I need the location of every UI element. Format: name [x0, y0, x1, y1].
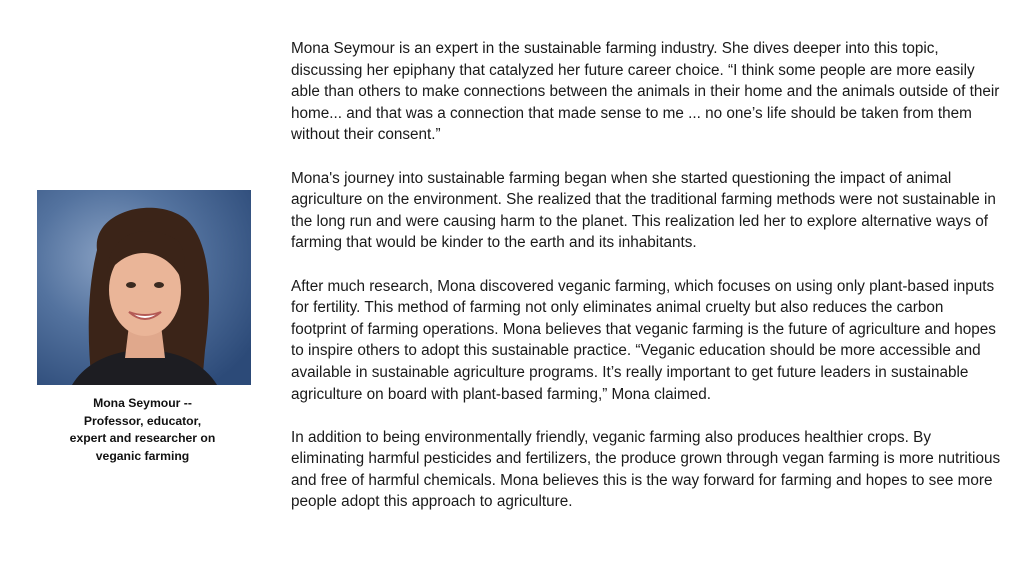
article-paragraph: Mona's journey into sustainable farming began when she started questioning the impact of animal agriculture on the environment. She realized that the traditional farming methods were not sustainable in the long run and were causing harm to the planet. This realization led her to explore alternative ways of farming that would be kinder to the earth and its inhabitants.	[291, 169, 996, 252]
portrait-illustration	[37, 190, 251, 385]
article-paragraph: After much research, Mona discovered veganic farming, which focuses on using only plant-based inputs for fertility. This method of farming not only eliminates animal cruelty but also reduces the carbon footprint of farming operations. Mona believes that veganic farming is the future of agriculture and hopes to inspire others to adopt this sustainable practice. “Veganic education should be more accessible and available in sustainable agriculture programs. It’s really important to get future leaders in sustainable agriculture on board with plant-based farming,” Mona claimed.	[291, 277, 996, 403]
portrait-photo	[37, 190, 251, 385]
article-paragraph: Mona Seymour is an expert in the sustainable farming industry. She dives deeper into this topic, discussing her epiphany that catalyzed her future career choice. “I think some people are more easily able than others to make connections between the animals in their home and the animals outside of their home... and that was a connection that made sense to me ... no one’s life should be taken from them without their consent.”	[291, 40, 1000, 144]
caption-line: expert and researcher on	[69, 431, 216, 445]
article-paragraph: In addition to being environmentally friendly, veganic farming also produces healthier crops. By eliminating harmful pesticides and fertilizers, the produce grown through vegan farming is more nutritious and free of harmful chemicals. Mona believes this is the way forward for farming and hopes to see more people adopt this approach to agriculture.	[291, 428, 1001, 511]
caption-line: Mona Seymour --	[93, 396, 192, 410]
right-eye	[154, 282, 164, 288]
caption-line: veganic farming	[95, 448, 190, 463]
caption-line: Professor, educator,	[83, 413, 202, 428]
article-body	[291, 38, 1001, 535]
photo-caption	[40, 395, 245, 465]
left-eye	[126, 282, 136, 288]
